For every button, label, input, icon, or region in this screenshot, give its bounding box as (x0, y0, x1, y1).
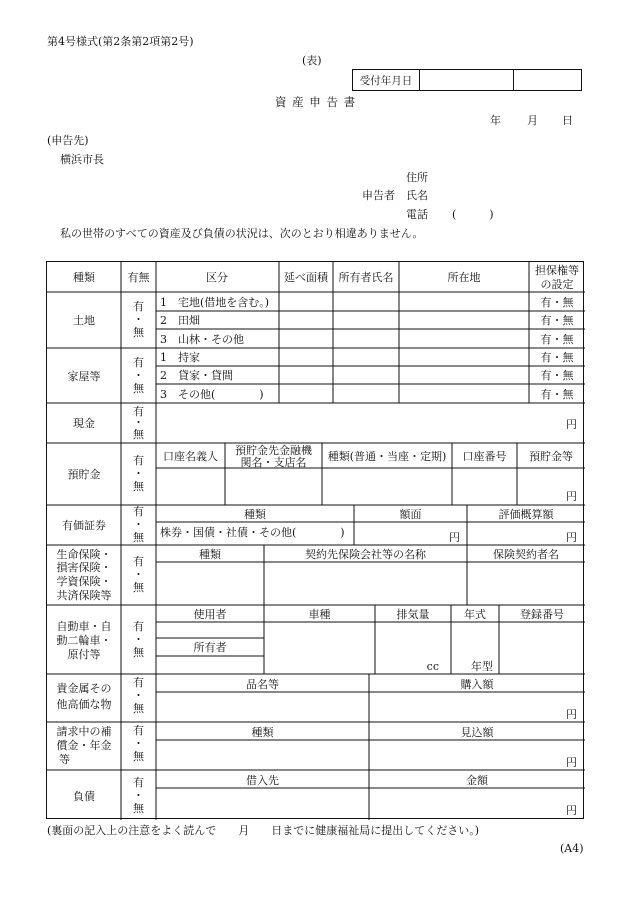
securities-kind-header: 種類 (244, 508, 266, 521)
form-number: 第4号様式(第2条第2項第2号) (47, 35, 194, 48)
deposit-yen: 円 (566, 490, 577, 503)
header-collateral-line1: 担保権等 (535, 264, 579, 277)
vehicle-cc-unit: cc (426, 660, 439, 673)
cash-yen: 円 (566, 418, 577, 431)
debt-dot: ・ (133, 789, 144, 802)
deposit-yes: 有 (133, 454, 144, 467)
vehicle-yes: 有 (133, 620, 144, 633)
recipient-name: 横浜市長 (60, 153, 104, 166)
vehicle-owner-header: 所有者 (193, 641, 227, 654)
land-no: 無 (133, 326, 144, 339)
securities-no: 無 (133, 531, 144, 544)
header-location: 所在地 (447, 271, 481, 284)
declarant-role: 申告者 (362, 189, 395, 202)
house-no: 無 (133, 382, 144, 395)
header-category: 区分 (206, 271, 228, 284)
house-yes: 有 (133, 356, 144, 369)
cash-yes: 有 (133, 405, 144, 418)
land-row-2: 2 田畑 (160, 314, 200, 327)
land-label: 土地 (73, 314, 95, 327)
house-dot: ・ (133, 369, 144, 382)
receipt-date-label: 受付年月日 (353, 70, 420, 90)
phone-label: 電話 (406, 208, 428, 221)
debt-no: 無 (133, 802, 144, 815)
receipt-date-box (352, 69, 582, 91)
claims-label-line2: 償金・年金 (56, 739, 112, 752)
deposit-holder-header: 口座名義人 (163, 450, 218, 463)
securities-dot: ・ (133, 518, 144, 531)
vehicle-dot: ・ (133, 633, 144, 646)
insurance-policyholder-header: 保険契約者名 (493, 548, 559, 561)
debt-label: 負債 (73, 790, 95, 803)
date-day-label: 日 (562, 114, 573, 127)
insurance-label-line4: 共済保険等 (56, 589, 112, 602)
debt-yes: 有 (133, 776, 144, 789)
securities-kind-example: 株券・国債・社債・その他( ) (160, 526, 345, 539)
land-dot: ・ (133, 313, 144, 326)
vehicle-label-line1: 自動車・自 (56, 620, 112, 633)
valuables-yen: 円 (566, 708, 577, 721)
valuables-item-header: 品名等 (246, 678, 279, 691)
vehicle-label-line2: 動二輪車・ (56, 634, 112, 647)
asset-table (46, 261, 584, 819)
house-collateral-1: 有・無 (540, 351, 574, 364)
valuables-label-line2: 他高価な物 (56, 698, 112, 711)
side-label: (表) (302, 54, 322, 67)
claims-yen: 円 (566, 756, 577, 769)
vehicle-no: 無 (133, 646, 144, 659)
deposit-label: 預貯金 (67, 468, 101, 481)
debt-amount-header: 金額 (466, 774, 488, 787)
date-month-label: 月 (527, 114, 538, 127)
vehicle-user-header: 使用者 (193, 608, 227, 621)
house-row-2: 2 貸家・貸間 (160, 369, 233, 382)
valuables-yes: 有 (133, 676, 144, 689)
insurance-dot: ・ (133, 568, 144, 581)
date-year-label: 年 (490, 114, 501, 127)
land-collateral-2: 有・無 (540, 314, 574, 327)
insurance-no: 無 (133, 581, 144, 594)
document-title: 資 産 申 告 書 (275, 95, 357, 109)
securities-face-header: 額面 (399, 508, 422, 521)
house-label: 家屋等 (67, 370, 101, 383)
deposit-institution-line2: 関名・支店名 (240, 456, 307, 469)
debt-lender-header: 借入先 (246, 774, 279, 787)
debt-yen: 円 (566, 804, 577, 817)
insurance-yes: 有 (133, 555, 144, 568)
vehicle-label-line3: 原付等 (67, 648, 101, 661)
name-label: 氏名 (406, 189, 428, 202)
valuables-no: 無 (133, 702, 144, 715)
deposit-dot: ・ (133, 467, 144, 480)
claims-expected-header: 見込額 (460, 726, 494, 739)
deposit-amount-header: 預貯金等 (529, 450, 573, 463)
insurance-label-line3: 学資保険・ (56, 575, 112, 588)
claims-kind-header: 種類 (251, 726, 274, 739)
deposit-account-header: 口座番号 (462, 450, 507, 463)
recipient-heading: (申告先) (47, 134, 89, 147)
receipt-date-divider (513, 70, 514, 90)
cash-label: 現金 (73, 417, 95, 430)
address-label: 住所 (406, 171, 428, 184)
house-collateral-2: 有・無 (540, 369, 574, 382)
claims-label-line3: 等 (59, 753, 70, 766)
cash-no: 無 (133, 428, 144, 441)
deposit-no: 無 (133, 480, 144, 493)
valuables-label-line1: 貴金属その (56, 682, 112, 695)
insurance-label-line1: 生命保険・ (56, 548, 112, 561)
land-collateral-3: 有・無 (540, 333, 574, 346)
securities-label: 有価証券 (62, 519, 106, 532)
claims-dot: ・ (133, 737, 144, 750)
land-row-1: 1 宅地(借地を含む。) (160, 296, 270, 309)
house-row-1: 1 持家 (160, 351, 200, 364)
asset-table-grid (47, 262, 585, 820)
securities-valuation-yen: 円 (566, 531, 577, 544)
deposit-institution-line1: 預貯金先金融機 (235, 444, 312, 457)
vehicle-displacement-header: 排気量 (396, 608, 430, 621)
footer-note: (裏面の記入上の注意をよく読んで 月 日までに健康福祉局に提出してください。) (47, 824, 480, 837)
deposit-kind-header: 種類(普通・当座・定期) (327, 450, 447, 463)
insurance-kind-header: 種類 (199, 548, 221, 561)
securities-yes: 有 (133, 505, 144, 518)
vehicle-model-year-unit: 年型 (471, 660, 493, 673)
declaration-statement: 私の世帯のすべての資産及び負債の状況は、次のとおり相違ありません。 (60, 227, 424, 240)
valuables-price-header: 購入額 (460, 678, 494, 691)
claims-label-line1: 請求中の補 (56, 725, 112, 738)
claims-yes: 有 (133, 724, 144, 737)
phone-parens: ( ) (452, 208, 494, 221)
insurance-insurer-header: 契約先保険会社等の名称 (305, 548, 426, 561)
cash-dot: ・ (133, 416, 144, 429)
vehicle-model-header: 車種 (308, 608, 331, 621)
house-collateral-3: 有・無 (540, 388, 574, 401)
securities-face-yen: 円 (449, 531, 460, 544)
vehicle-reg-header: 登録番号 (520, 608, 564, 621)
claims-no: 無 (133, 750, 144, 763)
header-collateral-line2: の設定 (540, 278, 574, 291)
land-collateral-1: 有・無 (540, 296, 574, 309)
land-row-3: 3 山林・その他 (160, 333, 244, 346)
header-type: 種類 (73, 271, 95, 284)
house-row-3: 3 その他( ) (160, 388, 264, 401)
securities-valuation-header: 評価概算額 (498, 508, 554, 521)
vehicle-year-header: 年式 (464, 608, 486, 621)
insurance-label-line2: 損害保険・ (56, 561, 112, 574)
header-presence: 有無 (127, 271, 150, 284)
valuables-dot: ・ (133, 689, 144, 702)
land-yes: 有 (133, 300, 144, 313)
header-floor-area: 延べ面積 (284, 271, 328, 284)
header-owner-name: 所有者氏名 (338, 271, 394, 284)
paper-size: (A4) (560, 842, 584, 855)
